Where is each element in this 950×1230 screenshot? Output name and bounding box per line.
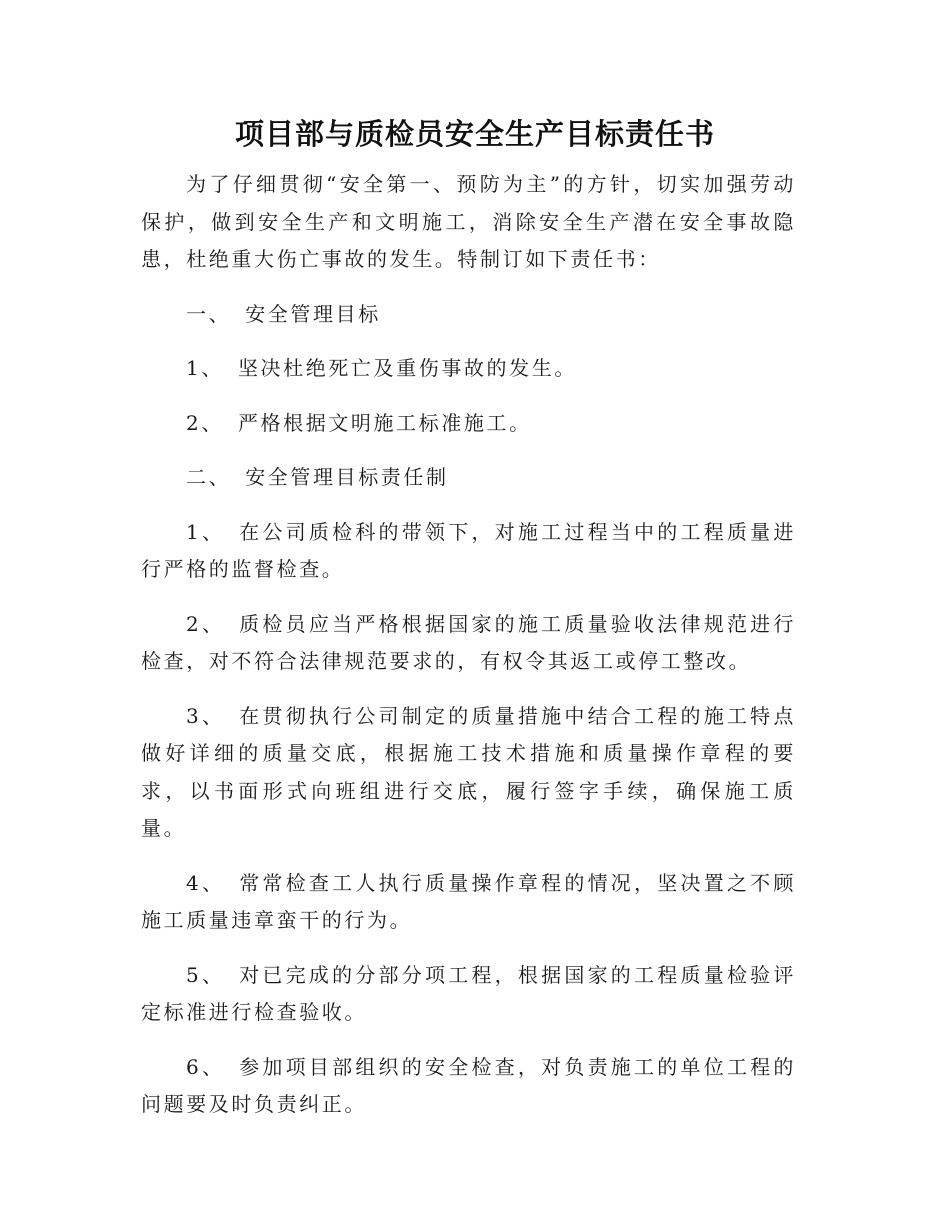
document-title: 项目部与质检员安全生产目标责任书 [234,117,715,151]
section-number: 二、 [186,465,232,489]
section-title: 安全管理目标 [245,301,381,326]
section-heading-2 [141,459,796,497]
list-item [141,405,796,443]
item-number: 1、 [186,356,224,380]
item-text: 在公司质检科的带领下，对施工过程当中的工程质量进行严格的监督检查。 [141,519,796,581]
item-text: 参加项目部组织的安全检查，对负责施工的单位工程的问题要及时负责纠正。 [141,1054,796,1116]
item-text: 对已完成的分部分项工程，根据国家的工程质量检验评定标准进行检查验收。 [141,962,796,1024]
list-item [141,606,796,681]
item-text: 严格根据文明施工标准施工。 [237,410,532,435]
item-text: 质检员应当严格根据国家的施工质量验收法律规范进行检查，对不符合法律规范要求的，有权令其返工或停工整改。 [141,611,796,673]
section-title: 安全管理目标责任制 [245,465,449,489]
intro-paragraph: 为了仔细贯彻“安全第一、预防为主”的方针，切实加强劳动保护，做到安全生产和文明施工，消除安全生产潜在安全事故隐患，杜绝重大伤亡事故的发生。特制订如下责任书： [141,172,796,271]
section-number: 一、 [186,301,232,326]
list-item [141,865,796,940]
list-item [141,350,796,388]
section-heading-1 [141,296,796,334]
item-number: 2、 [186,611,226,636]
list-item [141,514,796,589]
item-text: 在贯彻执行公司制定的质量措施中结合工程的施工特点做好详细的质量交底，根据施工技术措施和质量操作章程的要求，以书面形式向班组进行交底，履行签字手续，确保施工质量。 [141,703,796,840]
item-number: 1、 [186,519,226,544]
item-text: 坚决杜绝死亡及重伤事故的发生。 [237,356,577,380]
item-number: 6、 [186,1054,226,1079]
item-number: 5、 [186,962,226,987]
item-text: 常常检查工人执行质量操作章程的情况，坚决置之不顾施工质量违章蛮干的行为。 [141,870,796,932]
item-number: 2、 [186,410,224,435]
list-item [141,1049,796,1124]
list-item [141,957,796,1032]
item-number: 4、 [186,870,226,895]
document-body [141,166,796,1124]
item-number: 3、 [186,703,226,728]
list-item [141,698,796,848]
